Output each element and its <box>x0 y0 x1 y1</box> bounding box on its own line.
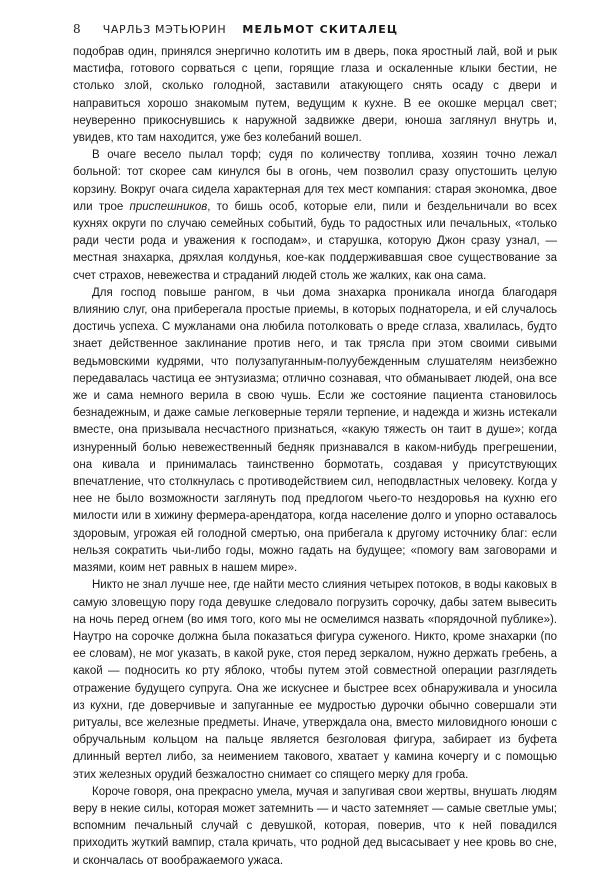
paragraph: Никто не знал лучше нее, где найти место слияния четырех потоков, в воды каковых в самую зловещую пору года девушке следовало погрузить сорочку, дабы затем вывесить на ночь перед огнем (во имя того, кого мы не осмелимся назвать «порядочной публике»). Наутро на сорочке должна была показаться фигура суженого. Никто, кроме знахарки (по ее словам), не мог указать, в какой руке, стоя перед зеркалом, нужно держать гребень, а какой — подносить ко рту яблоко, чтобы путем этой совместной операции разглядеть отражение будущего супруга. Она же искуснее и быстрее всех обнаруживала и уносила из кухни, где доверчивые и запуганные ее мудростью дурочки обычно совершали эти ритуалы, все железные предметы. Иначе, утверждала она, вместо миловидного юноши с обручальным кольцом на пальце является безголовая фигура, забирает из буфета длинный вертел либо, за неимением такового, хватает у камина кочергу и с помощью этих железных орудий безжалостно снимает со спящего мерку для гроба. <box>73 579 557 781</box>
paragraph: В очаге весело пылал торф; судя по количеству топлива, хозяин точно лежал больной: тот скорее сам кинулся бы в огонь, чем позволил сразу опустошить целую корзину. Вокруг очага сидела характерная для тех мест компания: старая экономка, двое или трое приспешников, то бишь особ, которые ели, пили и бездельничали во всех кухнях округи по случаю семейных событий, будь то радостных или печальных, «только ради чести рода и уважения к господам», и старушка, которую Джон сразу узнал, — местная знахарка, дряхлая колдунья, кое-как поддерживавшая свое существование за счет страхов, невежества и страданий людей столь же жалких, как она сама. <box>73 149 557 282</box>
header-author: ЧАРЛЬЗ МЭТЬЮРИН <box>102 23 227 36</box>
paragraph: подобрав один, принялся энергично колотить им в дверь, пока яростный лай, вой и рык мастифа, готового сорваться с цепи, горящие глаза и оскаленные клыки бестии, не столько злой, сколько голодной, заставили атакующего снять осаду с двери и направиться хорошо знакомым путем, ведущим к кухне. В ее окошке мерцал свет; неуверенно прикоснувшись к наружной задвижке двери, юноша заглянул внутрь и, увидев, кто там находится, уже без колебаний вошел. <box>73 46 557 145</box>
italic-word: приспешников <box>129 200 208 213</box>
header-book-title: МЕЛЬМОТ СКИТАЛЕЦ <box>242 23 399 36</box>
paragraph: Для господ повыше рангом, в чьи дома знахарка проникала иногда благодаря влиянию слуг, она приберегала простые приемы, в которых поднаторела, и ей случалось достичь успеха. С мужланами она любила потолковать о вреде сглаза, хвалилась, будто знает действенное заклинание против него, и так трясла при этом своими сивыми ведьмовскими кудрями, что полузапуганным-полуубежденным слушателям неизбежно передавалась частица ее энтузиазма; отлично сознавая, что обманывает людей, она все же и сама немного верила в свою чушь. Если же состояние пациента становилось безнадежным, и даже самые легковерные теряли терпение, и надежда и жизнь истекали вместе, она призывала несчастного признаться, «какую тяжесть он таит в душе»; когда изнуренный болью невежественный бедняк признавался в каком-нибудь прегрешении, она кивала и принималась таинственно бормотать, создавая у присутствующих впечатление, что столкнулась с противодействием сил, неподвластных человеку. Когда у нее не было возможности заглянуть под предлогом чьего-то нездоровья на кухню его милости или в хижину фермера-арендатора, когда население долго и упорно оставалось здоровым, угрожая ей голодной смертью, она прибегала к другому источнику благ: если нельзя сократить чьи-либо годы, можно гадать на будущее; «помогу вам заговорами и мазями, коим нет равных в нашем мире». <box>73 286 557 575</box>
running-header <box>73 22 560 38</box>
paragraph: Короче говоря, она прекрасно умела, мучая и запугивая свои жертвы, внушать людям веру в некие силы, которая может затемнить — и часто затемняет — самые светлые умы; вспомним печальный случай с девушкой, которая, поверив, что к ней повадился приходить жуткий вампир, стала кричать, что родной дед высасывает у нее кровь во сне, и скончалась от воображаемого ужаса. <box>73 785 557 867</box>
page-number: 8 <box>73 22 81 36</box>
body-text <box>73 44 557 870</box>
